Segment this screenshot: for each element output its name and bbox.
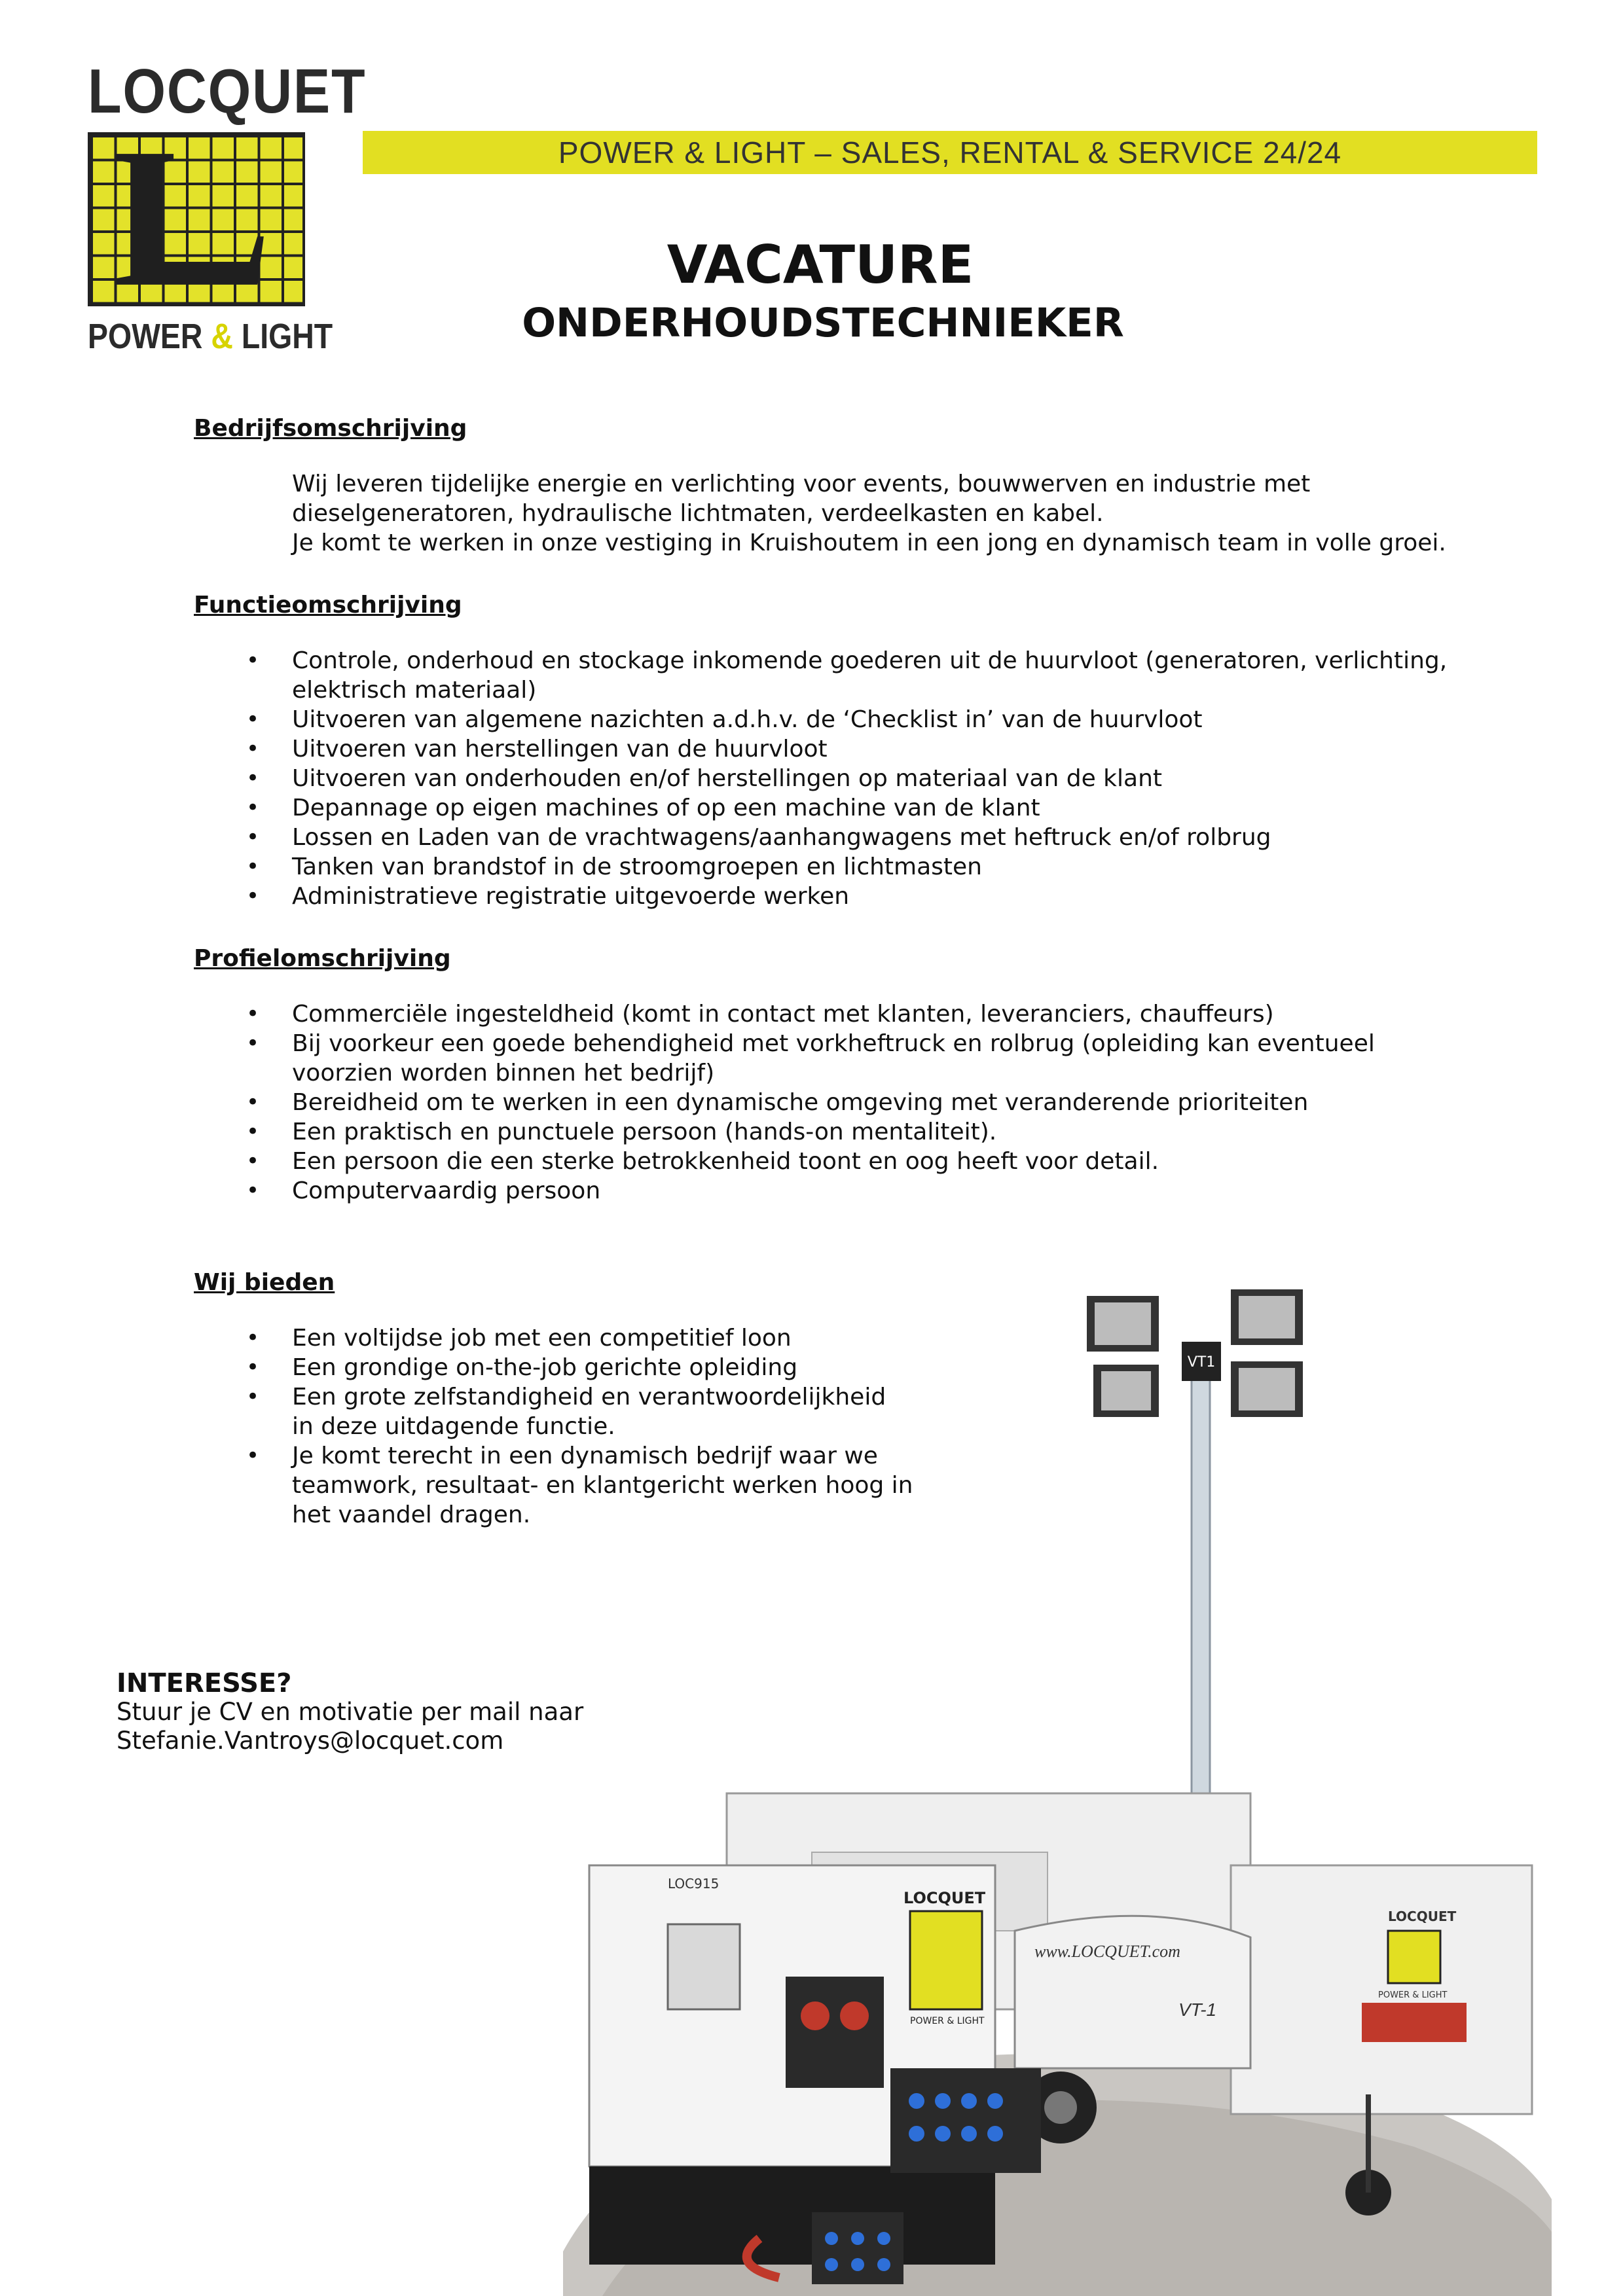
section-heading-bedrijf: Bedrijfsomschrijving — [194, 415, 467, 442]
list-item: • Tanken van brandstof in de stroomgroepen en lichtmasten — [194, 852, 1464, 882]
trailer-model: VT-1 — [1178, 2000, 1217, 2020]
section-heading-functie: Functieomschrijving — [194, 592, 462, 619]
list-item: • Bij voorkeur een goede behendigheid met vorkheftruck en rolbrug (opleiding kan eventueel voorzien worden binnen het bedrijf) — [194, 1029, 1464, 1088]
front-gen-brand: LOCQUET — [903, 1889, 986, 1907]
logo-tagline-amp: & — [211, 317, 233, 356]
mast-badge: VT1 — [1187, 1354, 1216, 1371]
profile-list — [194, 999, 1464, 1206]
list-item: • Een grondige on-the-job gerichte opleiding — [194, 1353, 914, 1382]
list-item: • Depannage op eigen machines of op een machine van de klant — [194, 793, 1464, 823]
list-item: • Je komt terecht in een dynamisch bedrijf waar we teamwork, resultaat- en klantgericht werken hoog in het vaandel dragen. — [194, 1441, 914, 1530]
equipment-illustration — [563, 1283, 1552, 2296]
section-heading-profiel: Profielomschrijving — [194, 945, 451, 972]
generator-label: LOC915 — [668, 1876, 720, 1892]
list-item: • Commerciële ingesteldheid (komt in contact met klanten, leveranciers, chauffeurs) — [194, 999, 1464, 1029]
services-banner — [363, 131, 1537, 174]
list-item: • Een grote zelfstandigheid en verantwoordelijkheid in deze uitdagende functie. — [194, 1382, 914, 1441]
interest-heading: INTERESSE? — [117, 1668, 292, 1698]
function-list — [194, 646, 1464, 911]
front-gen-sub: POWER & LIGHT — [910, 2016, 985, 2026]
list-item: • Een persoon die een sterke betrokkenheid toont en oog heeft voor detail. — [194, 1147, 1464, 1176]
right-gen-sub: POWER & LIGHT — [1378, 1990, 1448, 2000]
company-description — [292, 469, 1464, 558]
list-item: • Uitvoeren van onderhouden en/of herstellingen op materiaal van de klant — [194, 764, 1464, 793]
list-item: • Een voltijdse job met een competitief loon — [194, 1323, 914, 1353]
list-item: • Uitvoeren van algemene nazichten a.d.h.v. de ‘Checklist in’ van de huurvloot — [194, 705, 1464, 734]
logo-wordmark: LOCQUET — [88, 56, 367, 126]
contact-instruction: Stuur je CV en motivatie per mail naar — [117, 1698, 584, 1726]
section-heading-bieden: Wij bieden — [194, 1269, 335, 1296]
trailer-url: www.LOCQUET.com — [1034, 1942, 1180, 1961]
paragraph: Wij leveren tijdelijke energie en verlichting voor events, bouwwerven en industrie met dieselgeneratoren, hydraulische lichtmaten, verdeelkasten en kabel. — [292, 471, 1311, 527]
contact-email[interactable]: Stefanie.Vantroys@locquet.com — [117, 1727, 504, 1755]
list-item: • Computervaardig persoon — [194, 1176, 1464, 1206]
list-item: • Administratieve registratie uitgevoerde werken — [194, 882, 1464, 911]
page-title: VACATURE — [666, 234, 974, 295]
logo-grid-emblem — [88, 132, 305, 306]
list-item: • Een praktisch en punctuele persoon (hands-on mentaliteit). — [194, 1117, 1464, 1147]
list-item: • Uitvoeren van herstellingen van de huurvloot — [194, 734, 1464, 764]
logo-l-icon — [90, 135, 302, 304]
logo-tagline-power: POWER — [88, 317, 203, 356]
list-item: • Controle, onderhoud en stockage inkomende goederen uit de huurvloot (generatoren, verlichting, elektrisch materiaal) — [194, 646, 1464, 705]
contact-block — [117, 1669, 583, 1755]
logo-tagline-light: LIGHT — [241, 317, 333, 356]
right-gen-brand: LOCQUET — [1388, 1909, 1457, 1924]
job-title: ONDERHOUDSTECHNIEKER — [522, 300, 1124, 346]
paragraph: Je komt te werken in onze vestiging in Kruishoutem in een jong en dynamisch team in volle groei. — [292, 529, 1446, 556]
banner-text: POWER & LIGHT – SALES, RENTAL & SERVICE 24/24 — [558, 135, 1342, 170]
list-item: • Lossen en Laden van de vrachtwagens/aanhangwagens met heftruck en/of rolbrug — [194, 823, 1464, 852]
logo-tagline — [88, 317, 333, 356]
list-item: • Bereidheid om te werken in een dynamische omgeving met veranderende prioriteiten — [194, 1088, 1464, 1117]
company-logo — [88, 56, 367, 356]
